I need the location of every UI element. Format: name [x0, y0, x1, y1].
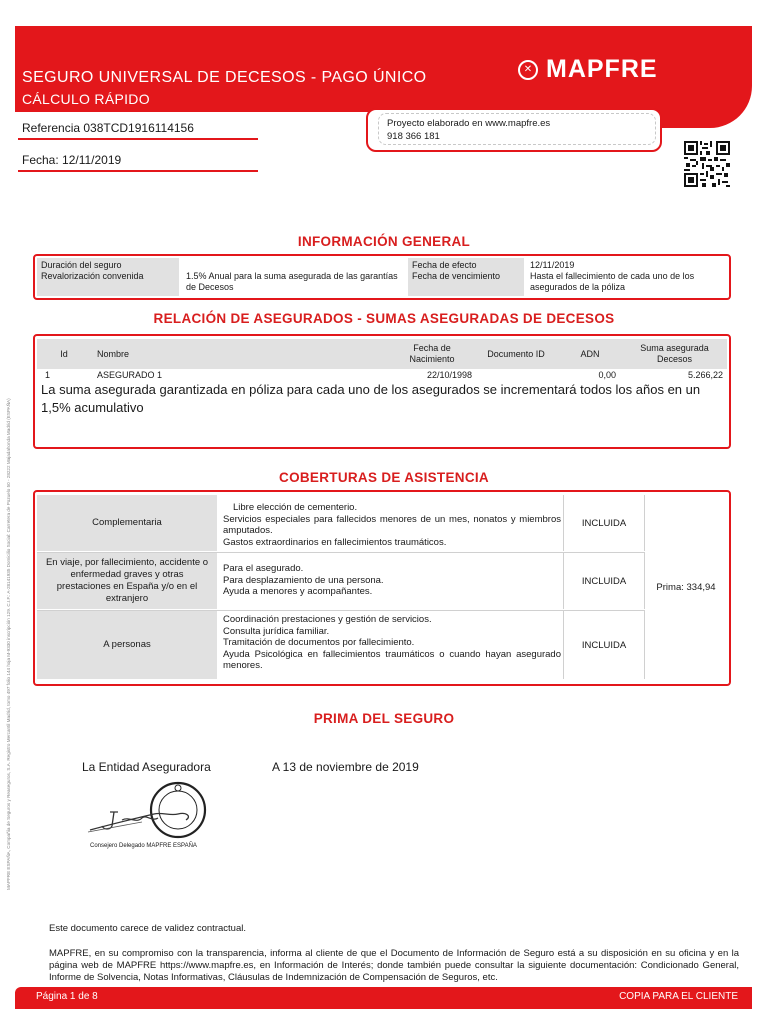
col-id: Id	[60, 348, 68, 359]
entidad-aseguradora: La Entidad Aseguradora	[82, 760, 211, 774]
fecha-efecto-label: Fecha de efecto	[412, 260, 477, 270]
asegurados-title: RELACIÓN DE ASEGURADOS - SUMAS ASEGURADAS DE DECESOS	[153, 311, 615, 326]
row-nombre: ASEGURADO 1	[97, 370, 163, 380]
signature-stamp	[82, 780, 222, 842]
desc-line: Tramitación de documentos por fallecimiento.	[223, 637, 415, 648]
asegurados-note: La suma asegurada garantizada en póliza para cada uno de los asegurados se incrementará todos los años en un 1,5% acumulativo	[41, 382, 701, 415]
project-web-line: Proyecto elaborado en www.mapfre.es	[387, 118, 551, 129]
project-phone-line: 918 366 181	[387, 131, 440, 142]
reference-field: Referencia 038TCD1916114156	[18, 116, 258, 140]
copy-label: COPIA PARA EL CLIENTE	[619, 991, 738, 1002]
coberturas-title: COBERTURAS DE ASISTENCIA	[279, 470, 489, 485]
col-documento: Documento ID	[487, 348, 545, 359]
row-adn: 0,00	[598, 370, 616, 380]
fecha-efecto-value: 12/11/2019	[530, 260, 575, 270]
col-fecha-nacimiento: Fecha de Nacimiento	[409, 343, 455, 364]
cobertura-complementaria-desc	[223, 502, 561, 548]
cobertura-personas-status: INCLUIDA	[563, 611, 645, 679]
legal-side-text-line: MAPFRE ESPAÑA, Compañía de Seguros y Reaseguros, S.A. Registro Mercantil Madrid, tomo 497 folio 144 hoja M-9330 inscripción 129. C.I.F.: A-28141935 Domicilio Social: Carretera de Pozuelo 50 - 28222 Majadahonda Madrid (ESPAÑA)	[6, 398, 11, 890]
brand-name: MAPFRE	[546, 55, 658, 83]
mapfre-logo	[518, 55, 658, 84]
desc-line: Libre elección de cementerio.	[233, 502, 358, 513]
cobertura-complementaria-status: INCLUIDA	[563, 495, 645, 551]
col-suma-asegurada: Suma asegurada Decesos	[640, 343, 709, 364]
desc-line: Consulta jurídica familiar.	[223, 625, 330, 637]
project-text	[387, 117, 550, 143]
row-suma: 5.266,22	[687, 370, 723, 380]
document-subtitle: CÁLCULO RÁPIDO	[22, 91, 150, 107]
legal-side-text	[6, 398, 18, 890]
desc-line: Para desplazamiento de una persona.	[223, 574, 384, 586]
document-title: SEGURO UNIVERSAL DE DECESOS - PAGO ÚNICO	[22, 69, 427, 86]
cobertura-personas-label: A personas	[37, 611, 217, 679]
page-number: Página 1 de 8	[36, 991, 98, 1002]
row-id: 1	[45, 370, 51, 380]
prima-total: Prima: 334,94	[656, 581, 716, 593]
cobertura-personas-desc	[223, 614, 561, 672]
cobertura-viaje-desc	[223, 563, 561, 598]
col-adn: ADN	[580, 348, 600, 359]
desc-line: Gastos extraordinarios en fallecimientos traumáticos.	[223, 536, 447, 548]
revalorizacion-label: Revalorización convenida	[41, 271, 144, 281]
revalorizacion-value: 1.5% Anual para la suma asegurada de las garantías de Decesos	[186, 271, 398, 292]
prima-seguro-title: PRIMA DEL SEGURO	[313, 711, 455, 726]
row-fecha-nacimiento: 22/10/1998	[426, 370, 472, 380]
mapfre-emblem-icon: ✕	[518, 60, 538, 80]
firmante: Consejero Delegado MAPFRE ESPAÑA	[90, 843, 197, 849]
fecha-vencimiento-label: Fecha de vencimiento	[412, 271, 501, 281]
desc-line: Ayuda Psicológica en fallecimientos traumáticos o cuando hayan asegurado menores.	[223, 648, 561, 671]
info-labels-right	[408, 258, 524, 296]
desc-line: Servicios especiales para fallecidos menores de un mes, nonatos y miembros amputados.	[223, 513, 561, 536]
fecha-vencimiento-value: Hasta el fallecimiento de cada uno de los asegurados de la póliza	[530, 271, 695, 292]
fecha-firma: A 13 de noviembre de 2019	[272, 760, 419, 774]
info-labels-left	[37, 258, 179, 296]
cobertura-viaje-label: En viaje, por fallecimiento, accidente o enfermedad graves y otras prestaciones en España y/o en el extranjero	[37, 553, 217, 609]
cobertura-complementaria-label: Complementaria	[37, 495, 217, 551]
cobertura-viaje-status: INCLUIDA	[563, 553, 645, 609]
desc-line: Coordinación prestaciones y gestión de servicios.	[223, 614, 432, 625]
disclaimer: Este documento carece de validez contractual.	[49, 923, 246, 934]
date-field: Fecha: 12/11/2019	[18, 148, 258, 172]
info-general-title: INFORMACIÓN GENERAL	[297, 234, 471, 249]
qr-code-icon	[684, 141, 730, 187]
col-nombre: Nombre	[97, 348, 130, 359]
footer-text: MAPFRE, en su compromiso con la transparencia, informa al cliente de que el Documento de Información de Seguro está a su disposición en su oficina y en la página web de MAPFRE https://www.mapfre.es, en Información de Interés; donde también puede consultar la siguiente documentación: Condicionado General, Informe de Solvencia, Notas Informativas, Cláusulas de Indemnización de Compensación de Seguros, etc.	[49, 948, 739, 983]
duracion-label: Duración del seguro	[41, 260, 122, 270]
desc-line: Ayuda a menores y acompañantes.	[223, 586, 373, 597]
desc-line: Para el asegurado.	[223, 563, 304, 574]
